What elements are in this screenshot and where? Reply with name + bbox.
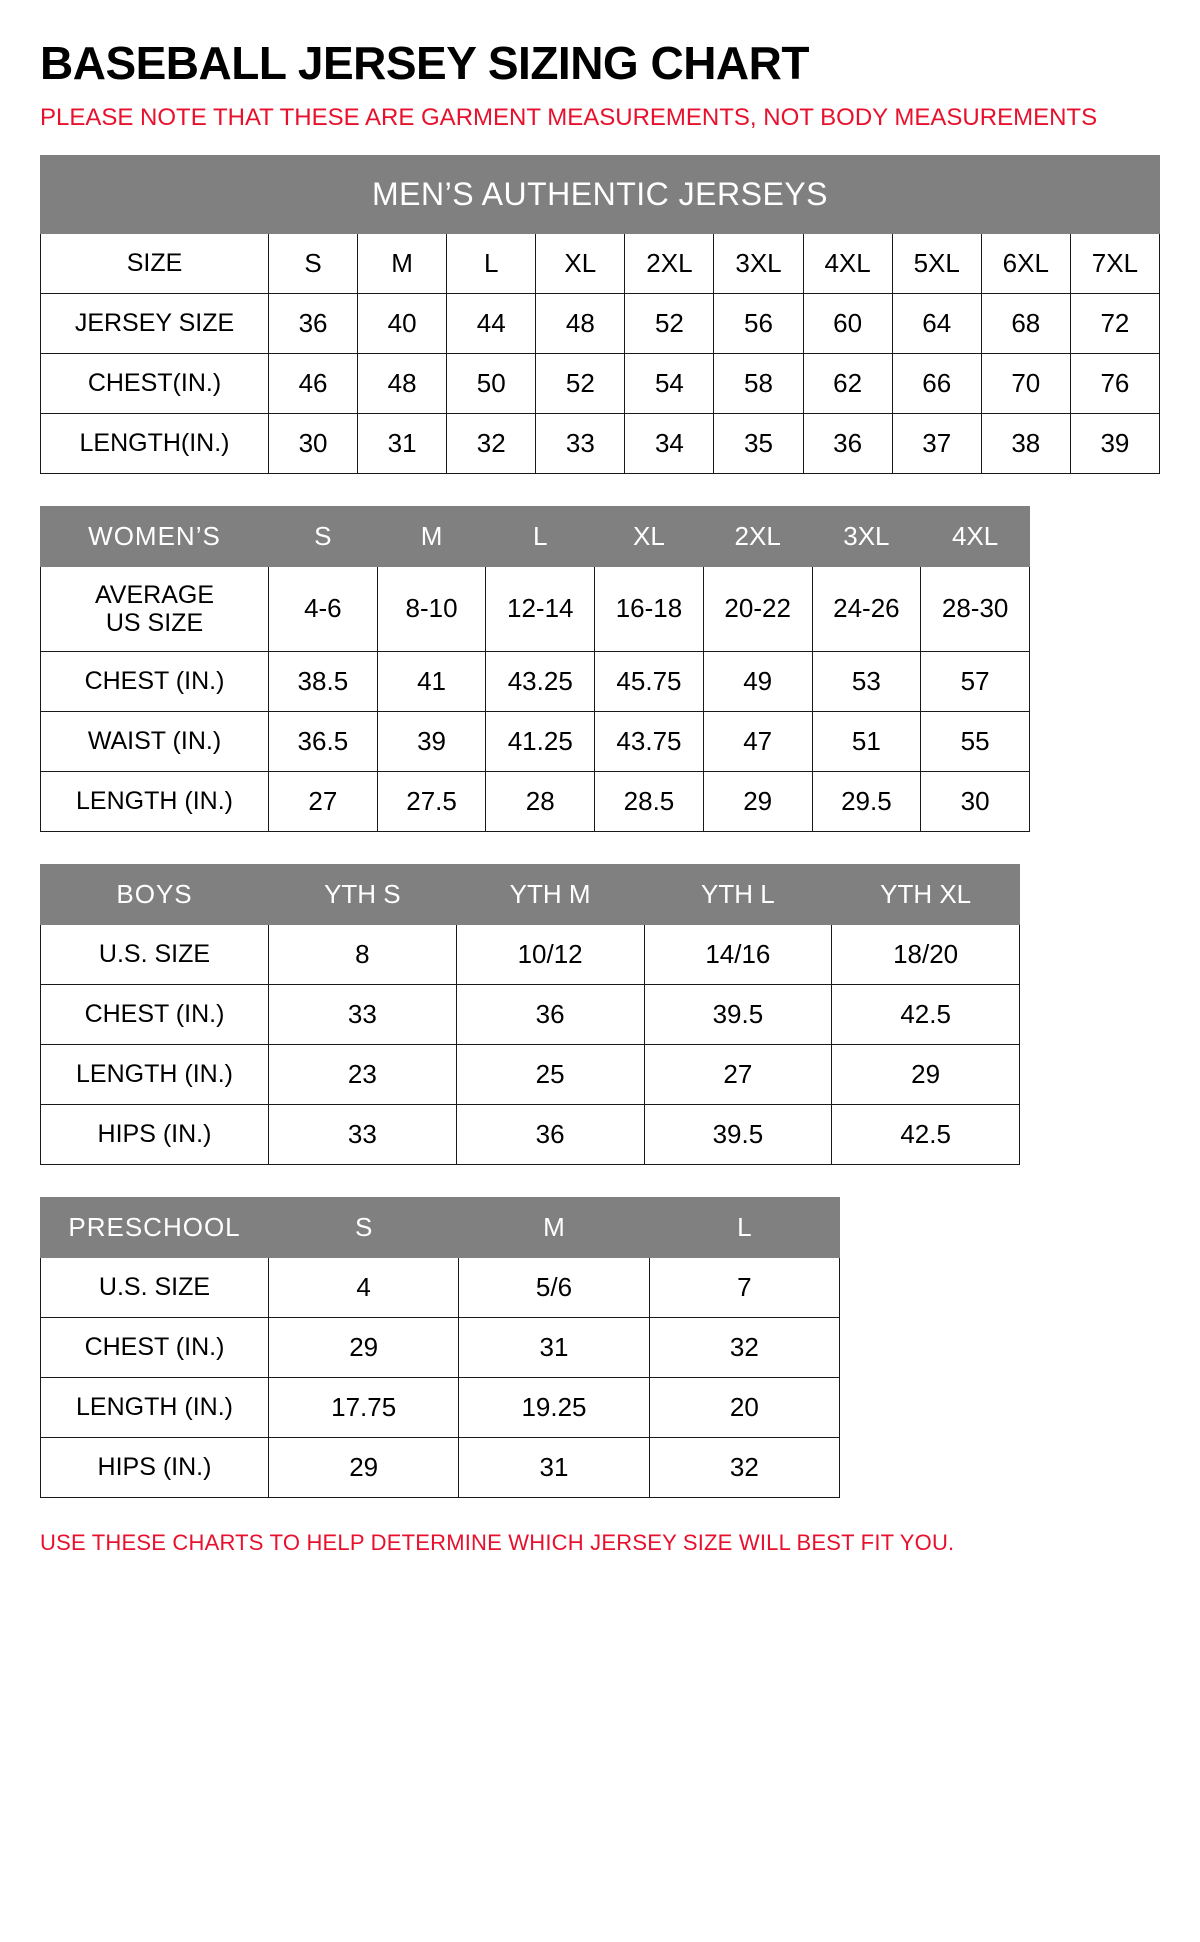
cell: 36 <box>456 1104 644 1164</box>
cell: 27 <box>644 1044 832 1104</box>
table-row <box>41 924 1020 984</box>
cell: 52 <box>625 293 714 353</box>
cell: 48 <box>536 293 625 353</box>
mens-banner: MEN’S AUTHENTIC JERSEYS <box>41 155 1160 233</box>
table-row-header <box>41 506 1030 566</box>
table-row <box>41 353 1160 413</box>
cell: 39 <box>377 711 486 771</box>
cell: 38.5 <box>269 651 378 711</box>
row-label: CHEST (IN.) <box>41 1317 269 1377</box>
cell: 7 <box>649 1257 839 1317</box>
preschool-label: PRESCHOOL <box>41 1197 269 1257</box>
cell: 18/20 <box>832 924 1020 984</box>
footer-note: USE THESE CHARTS TO HELP DETERMINE WHICH JERSEY SIZE WILL BEST FIT YOU. <box>40 1529 955 1555</box>
cell: 19.25 <box>459 1377 649 1437</box>
womens-size-l: L <box>486 506 595 566</box>
cell: 62 <box>803 353 892 413</box>
row-label: U.S. SIZE <box>41 924 269 984</box>
cell: 36 <box>803 413 892 473</box>
cell: 54 <box>625 353 714 413</box>
cell: 72 <box>1070 293 1159 353</box>
table-row <box>41 711 1030 771</box>
cell: 55 <box>921 711 1030 771</box>
table-row <box>41 1044 1020 1104</box>
boys-size-yth-l: YTH L <box>644 864 832 924</box>
cell: 49 <box>703 651 812 711</box>
row-label: LENGTH (IN.) <box>41 1044 269 1104</box>
cell: 60 <box>803 293 892 353</box>
boys-size-yth-xl: YTH XL <box>832 864 1020 924</box>
mens-size-7xl: 7XL <box>1070 233 1159 293</box>
row-label: CHEST (IN.) <box>41 984 269 1044</box>
row-label: CHEST(IN.) <box>41 353 269 413</box>
cell: 4 <box>269 1257 459 1317</box>
womens-size-s: S <box>269 506 378 566</box>
mens-size-2xl: 2XL <box>625 233 714 293</box>
cell: 37 <box>892 413 981 473</box>
cell: 34 <box>625 413 714 473</box>
cell: 51 <box>812 711 921 771</box>
cell: 43.75 <box>595 711 704 771</box>
cell: 23 <box>269 1044 457 1104</box>
row-label: HIPS (IN.) <box>41 1437 269 1497</box>
page-title: BASEBALL JERSEY SIZING CHART <box>40 37 809 89</box>
preschool-size-l: L <box>649 1197 839 1257</box>
cell: 41 <box>377 651 486 711</box>
preschool-sizing-table <box>40 1197 840 1498</box>
cell: 5/6 <box>459 1257 649 1317</box>
table-row <box>41 771 1030 831</box>
cell: 29 <box>832 1044 1020 1104</box>
row-label: JERSEY SIZE <box>41 293 269 353</box>
row-label: U.S. SIZE <box>41 1257 269 1317</box>
table-row-header <box>41 1197 840 1257</box>
cell: 64 <box>892 293 981 353</box>
table-row <box>41 1257 840 1317</box>
row-label <box>41 566 269 651</box>
cell: 10/12 <box>456 924 644 984</box>
mens-size-s: S <box>269 233 358 293</box>
cell: 12-14 <box>486 566 595 651</box>
cell: 32 <box>649 1317 839 1377</box>
table-row <box>41 1437 840 1497</box>
cell: 68 <box>981 293 1070 353</box>
table-row <box>41 1317 840 1377</box>
cell: 33 <box>536 413 625 473</box>
row-label: LENGTH (IN.) <box>41 771 269 831</box>
cell: 33 <box>269 1104 457 1164</box>
womens-size-2xl: 2XL <box>703 506 812 566</box>
cell: 41.25 <box>486 711 595 771</box>
cell: 52 <box>536 353 625 413</box>
cell: 31 <box>459 1317 649 1377</box>
cell: 29 <box>269 1437 459 1497</box>
cell: 25 <box>456 1044 644 1104</box>
mens-size-6xl: 6XL <box>981 233 1070 293</box>
cell: 58 <box>714 353 803 413</box>
cell: 16-18 <box>595 566 704 651</box>
cell: 30 <box>269 413 358 473</box>
row-label: LENGTH (IN.) <box>41 1377 269 1437</box>
cell: 50 <box>447 353 536 413</box>
cell: 17.75 <box>269 1377 459 1437</box>
cell: 24-26 <box>812 566 921 651</box>
cell: 35 <box>714 413 803 473</box>
cell: 42.5 <box>832 1104 1020 1164</box>
table-row-banner <box>41 155 1160 233</box>
cell: 36 <box>456 984 644 1044</box>
cell: 39 <box>1070 413 1159 473</box>
cell: 56 <box>714 293 803 353</box>
preschool-size-m: M <box>459 1197 649 1257</box>
cell: 36 <box>269 293 358 353</box>
womens-size-3xl: 3XL <box>812 506 921 566</box>
table-row <box>41 984 1020 1044</box>
cell: 29 <box>269 1317 459 1377</box>
cell: 53 <box>812 651 921 711</box>
cell: 39.5 <box>644 984 832 1044</box>
cell: 8 <box>269 924 457 984</box>
table-row <box>41 1104 1020 1164</box>
table-row-header <box>41 233 1160 293</box>
boys-size-yth-s: YTH S <box>269 864 457 924</box>
boys-sizing-table <box>40 864 1020 1165</box>
mens-size-3xl: 3XL <box>714 233 803 293</box>
cell: 47 <box>703 711 812 771</box>
womens-label: WOMEN’S <box>41 506 269 566</box>
cell: 70 <box>981 353 1070 413</box>
cell: 48 <box>358 353 447 413</box>
cell: 31 <box>459 1437 649 1497</box>
cell: 36.5 <box>269 711 378 771</box>
cell: 32 <box>649 1437 839 1497</box>
row-label: LENGTH(IN.) <box>41 413 269 473</box>
womens-size-xl: XL <box>595 506 704 566</box>
cell: 66 <box>892 353 981 413</box>
cell: 31 <box>358 413 447 473</box>
cell: 4-6 <box>269 566 378 651</box>
cell: 29 <box>703 771 812 831</box>
cell: 38 <box>981 413 1070 473</box>
cell: 30 <box>921 771 1030 831</box>
cell: 29.5 <box>812 771 921 831</box>
mens-size-m: M <box>358 233 447 293</box>
table-row <box>41 651 1030 711</box>
cell: 27 <box>269 771 378 831</box>
womens-size-m: M <box>377 506 486 566</box>
measurement-disclaimer: PLEASE NOTE THAT THESE ARE GARMENT MEASUREMENTS, NOT BODY MEASUREMENTS <box>40 103 1098 131</box>
table-row <box>41 566 1030 651</box>
cell: 33 <box>269 984 457 1044</box>
row-label-line1: AVERAGE <box>94 580 215 609</box>
row-label: HIPS (IN.) <box>41 1104 269 1164</box>
boys-size-yth-m: YTH M <box>456 864 644 924</box>
table-row <box>41 1377 840 1437</box>
cell: 8-10 <box>377 566 486 651</box>
row-label: WAIST (IN.) <box>41 711 269 771</box>
row-label-line2: US SIZE <box>105 608 204 637</box>
cell: 40 <box>358 293 447 353</box>
table-row <box>41 293 1160 353</box>
cell: 28-30 <box>921 566 1030 651</box>
cell: 28 <box>486 771 595 831</box>
boys-label: BOYS <box>41 864 269 924</box>
mens-size-xl: XL <box>536 233 625 293</box>
table-row <box>41 413 1160 473</box>
womens-size-4xl: 4XL <box>921 506 1030 566</box>
preschool-size-s: S <box>269 1197 459 1257</box>
mens-sizing-table <box>40 155 1160 474</box>
cell: 28.5 <box>595 771 704 831</box>
cell: 57 <box>921 651 1030 711</box>
cell: 42.5 <box>832 984 1020 1044</box>
cell: 20 <box>649 1377 839 1437</box>
cell: 20-22 <box>703 566 812 651</box>
cell: 14/16 <box>644 924 832 984</box>
cell: 32 <box>447 413 536 473</box>
womens-sizing-table <box>40 506 1030 832</box>
cell: 39.5 <box>644 1104 832 1164</box>
cell: 45.75 <box>595 651 704 711</box>
row-label: CHEST (IN.) <box>41 651 269 711</box>
cell: 44 <box>447 293 536 353</box>
mens-size-l: L <box>447 233 536 293</box>
cell: 76 <box>1070 353 1159 413</box>
cell: 27.5 <box>377 771 486 831</box>
cell: 43.25 <box>486 651 595 711</box>
table-row-header <box>41 864 1020 924</box>
mens-size-4xl: 4XL <box>803 233 892 293</box>
mens-size-label: SIZE <box>41 233 269 293</box>
mens-size-5xl: 5XL <box>892 233 981 293</box>
cell: 46 <box>269 353 358 413</box>
